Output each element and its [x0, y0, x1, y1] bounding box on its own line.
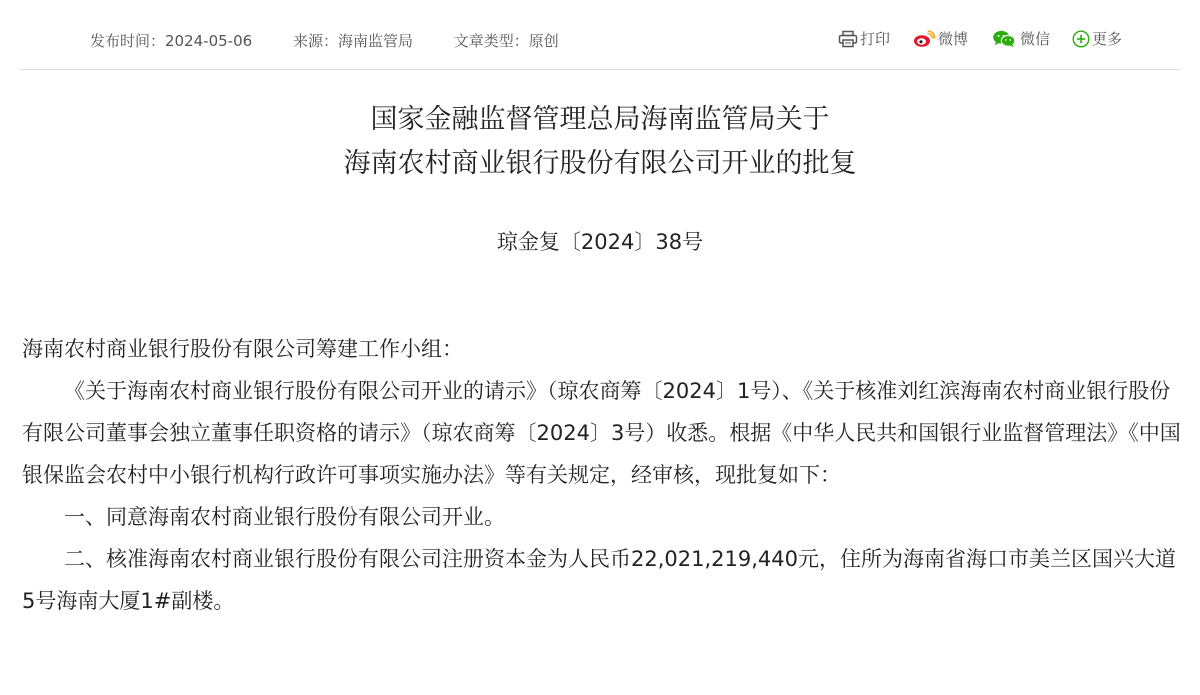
article-meta-info	[90, 30, 595, 51]
article-meta-bar	[20, 0, 1180, 70]
more-label: 更多	[1091, 30, 1122, 48]
weibo-icon	[912, 30, 936, 48]
document-title-line-1: 国家金融监督管理总局海南监管局关于	[370, 104, 830, 135]
publish-time: 发布时间：2024-05-06	[90, 32, 253, 50]
body-paragraph: 二、核准海南农村商业银行股份有限公司注册资本金为人民币22,021,219,440元，住所为海南省海口市美兰区国兴大道5号海南大厦1#副楼。	[22, 547, 1176, 613]
weibo-label: 微博	[937, 30, 968, 48]
wechat-icon	[990, 30, 1018, 48]
document-title-line-2: 海南农村商业银行股份有限公司开业的批复	[343, 148, 857, 179]
printer-icon	[838, 30, 858, 48]
more-share-button[interactable]	[1072, 28, 1122, 49]
wechat-label: 微信	[1019, 30, 1050, 48]
print-label: 打印	[859, 30, 890, 48]
document-title	[0, 98, 1200, 186]
weibo-share-button[interactable]	[912, 28, 968, 49]
body-paragraph: 《关于海南农村商业银行股份有限公司开业的请示》（琼农商筹〔2024〕1号）、《关于核准刘红滨海南农村商业银行股份有限公司董事会独立董事任职资格的请示》（琼农商筹〔2024〕3号）收悉。根据《中华人民共和国银行业监督管理法》《中国银保监会农村中小银行机构行政许可事项实施办法》等有关规定，经审核，现批复如下：	[22, 379, 1181, 487]
document-body	[22, 328, 1182, 622]
addressee: 海南农村商业银行股份有限公司筹建工作小组：	[22, 337, 463, 361]
article-type: 文章类型：原创	[453, 32, 559, 50]
wechat-share-button[interactable]	[990, 28, 1050, 49]
article-source: 来源：海南监管局	[292, 32, 413, 50]
body-paragraph: 一、同意海南农村商业银行股份有限公司开业。	[64, 505, 505, 529]
share-toolbar	[838, 28, 1122, 49]
plus-circle-icon	[1072, 30, 1090, 48]
print-button[interactable]	[838, 28, 890, 49]
document-number: 琼金复〔2024〕38号	[496, 230, 704, 254]
